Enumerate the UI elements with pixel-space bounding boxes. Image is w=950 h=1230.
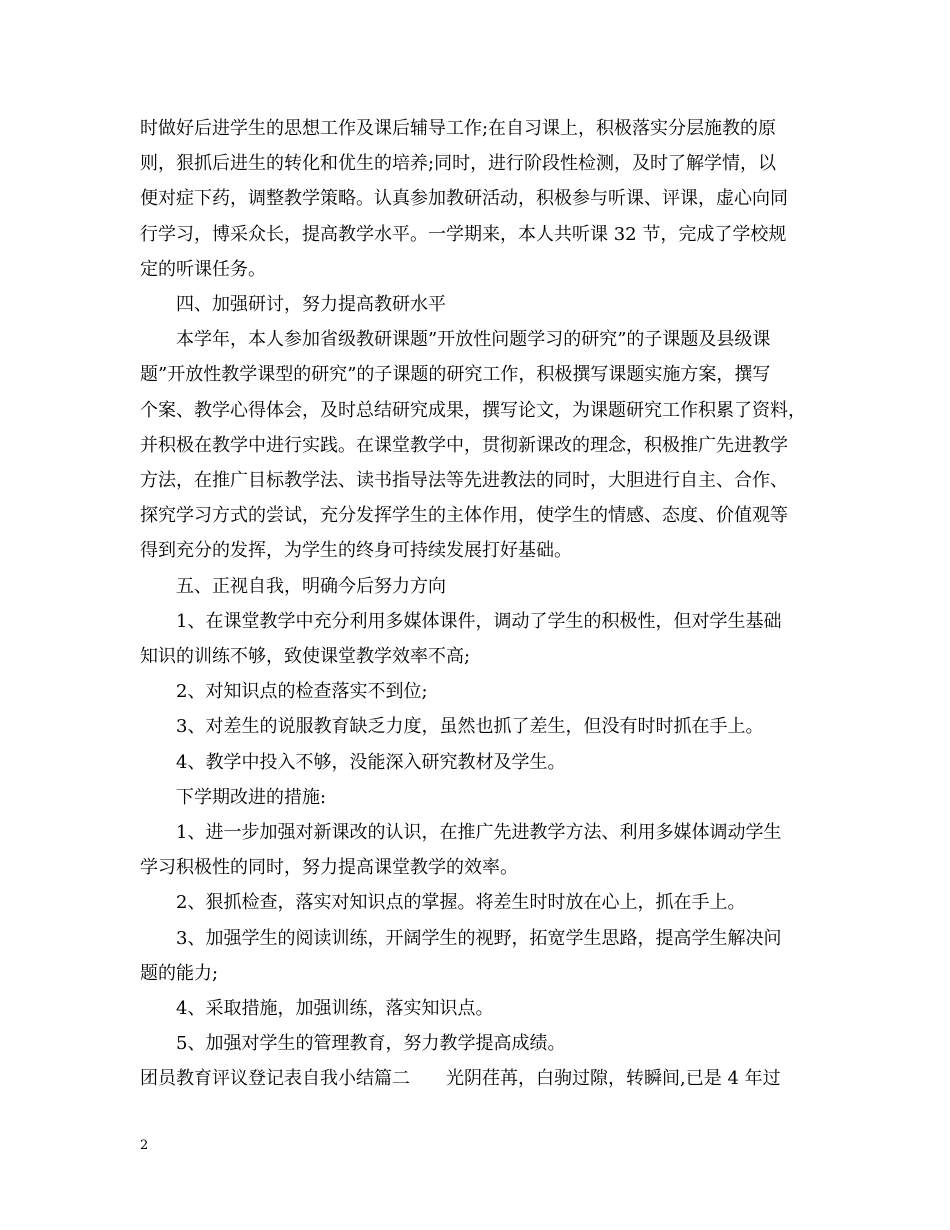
text-line: 方法，在推广目标教学法、读书指导法等先进教法的同时，大胆进行自主、合作、 [140, 470, 788, 491]
text-line: 个案、教学心得体会，及时总结研究成果，撰写论文，为课题研究工作积累了资料， [140, 400, 806, 421]
text-line: 行学习，博采众长，提高教学水平。一学期来，本人共听课 32 节，完成了学校规 [140, 224, 787, 245]
text-line: 下学期改进的措施: [176, 787, 327, 808]
page-number: 2 [140, 1138, 149, 1153]
text-line: 2、狠抓检查，落实对知识点的掌握。将差生时时放在心上，抓在手上。 [176, 892, 746, 913]
text-line: 知识的训练不够，致使课堂教学效率不高; [140, 646, 471, 667]
text-line: 五、正视自我，明确今后努力方向 [176, 576, 446, 597]
text-line: 探究学习方式的尝试，充分发挥学生的主体作用，使学生的情感、态度、价值观等 [140, 505, 788, 526]
text-line: 并积极在教学中进行实践。在课堂教学中，贯彻新课改的理念，积极推广先进教学 [140, 435, 788, 456]
text-line: 四、加强研讨，努力提高教研水平 [176, 294, 446, 315]
text-line: 则，狠抓后进生的转化和优生的培养;同时，进行阶段性检测，及时了解学情，以 [140, 153, 777, 174]
text-line: 学习积极性的同时，努力提高课堂教学的效率。 [140, 857, 518, 878]
text-line: 定的听课任务。 [140, 259, 266, 280]
text-line: 本学年，本人参加省级教研课题”开放性问题学习的研究”的子课题及县级课 [176, 329, 771, 350]
text-line: 4、采取措施，加强训练，落实知识点。 [176, 998, 494, 1019]
text-line: 1、在课堂教学中充分利用多媒体课件，调动了学生的积极性，但对学生基础 [176, 611, 782, 632]
text-line: 题的能力; [140, 963, 219, 984]
text-line: 团员教育评议登记表自我小结篇二 光阴荏苒，白驹过隙，转瞬间,已是 4 年过 [140, 1068, 781, 1089]
text-line: 2、对知识点的检查落实不到位; [176, 681, 428, 702]
text-line: 1、进一步加强对新课改的认识，在推广先进教学方法、利用多媒体调动学生 [176, 822, 782, 843]
text-line: 得到充分的发挥，为学生的终身可持续发展打好基础。 [140, 540, 572, 561]
text-line: 3、加强学生的阅读训练，开阔学生的视野，拓宽学生思路，提高学生解决问 [176, 928, 782, 949]
text-line: 4、教学中投入不够，没能深入研究教材及学生。 [176, 752, 566, 773]
text-line: 便对症下药，调整教学策略。认真参加教研活动，积极参与听课、评课，虚心向同 [140, 188, 788, 209]
text-line: 题”开放性教学课型的研究”的子课题的研究工作，积极撰写课题实施方案，撰写 [140, 364, 771, 385]
text-line: 5、加强对学生的管理教育，努力教学提高成绩。 [176, 1033, 566, 1054]
text-line: 3、对差生的说服教育缺乏力度，虽然也抓了差生，但没有时时抓在手上。 [176, 716, 764, 737]
text-line: 时做好后进学生的思想工作及课后辅导工作;在自习课上，积极落实分层施教的原 [140, 118, 777, 139]
